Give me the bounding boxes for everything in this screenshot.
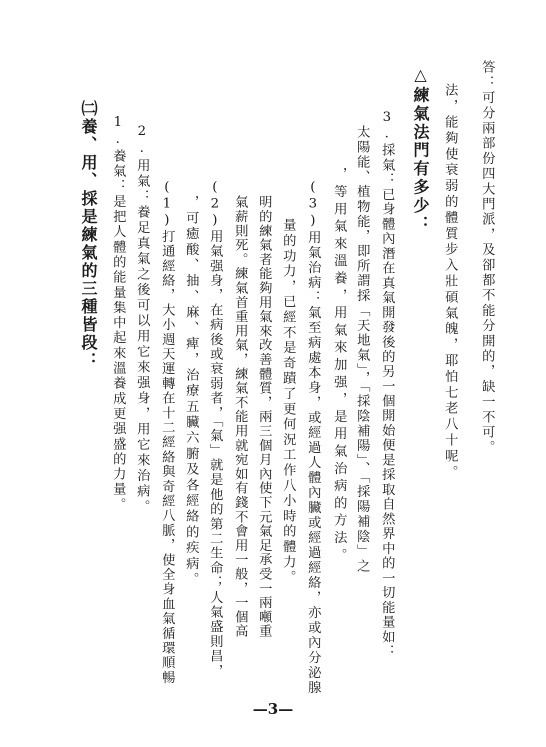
sub-2-line: ，可癒酸、抽、麻、痺，治療五臟六腑及各經絡的疾病。	[183, 195, 199, 588]
answer-line: 法，能夠使衰弱的體質步入壯碩氣魄，耶怕七老八十呢。	[442, 83, 458, 481]
item-2-line: 2.用氣：養足真氣之後可以用它來强身，用它來治病。	[134, 124, 150, 515]
item-3-line: ，等用氣來溫養，用氣來加强，是用氣治病的方法。	[331, 167, 347, 565]
item-3-line: 3.採氣：已身體內潛在真氣開發後的另一個開始便是採取自然界中的一切能量如：	[379, 110, 395, 660]
sub-3-line: 氣薪則死。練氣首重用氣，練氣不能用就宛如有錢不會用一般，一個高	[232, 195, 248, 639]
item-3-line: 太陽能、植物能，即所謂採「天地氣」，「採陰補陽」、「採陽補陰」之	[354, 125, 370, 574]
sub-3-line: 明的練氣者能夠用氣來改善體質，兩三個月內使下元氣足承受一兩噸重	[256, 195, 272, 639]
section-heading: △練氣法門有多少：	[411, 65, 430, 234]
section-2-heading: ㈡養、用、採是練氣的三種皆段：	[79, 100, 98, 370]
item-1-line: 1.養氣：是把人體的能量集中起來溫養成更强盛的力量。	[110, 115, 126, 513]
sub-3-line: 量的功力，已經不是奇蹟了更何況工作八小時的體力。	[280, 218, 296, 586]
sub-2-line: (2)用氣强身，在病後或衰弱者，「氣」就是他的第二生命；人氣盛則昌，	[207, 180, 223, 679]
sub-3-line: (3)用氣治病：氣至病處本身，或經過人體內臟或經過經絡，亦或內分泌腺	[305, 180, 321, 696]
page-number: —3—	[252, 700, 294, 718]
sub-1-line: (1)打通經絡，大小週天運轉在十二經絡與奇經八脈，使全身血氣循環順暢	[159, 180, 175, 685]
answer-line: 答：可分兩部份四大門派，及卻都不能分開的，缺一不可。	[479, 60, 495, 456]
